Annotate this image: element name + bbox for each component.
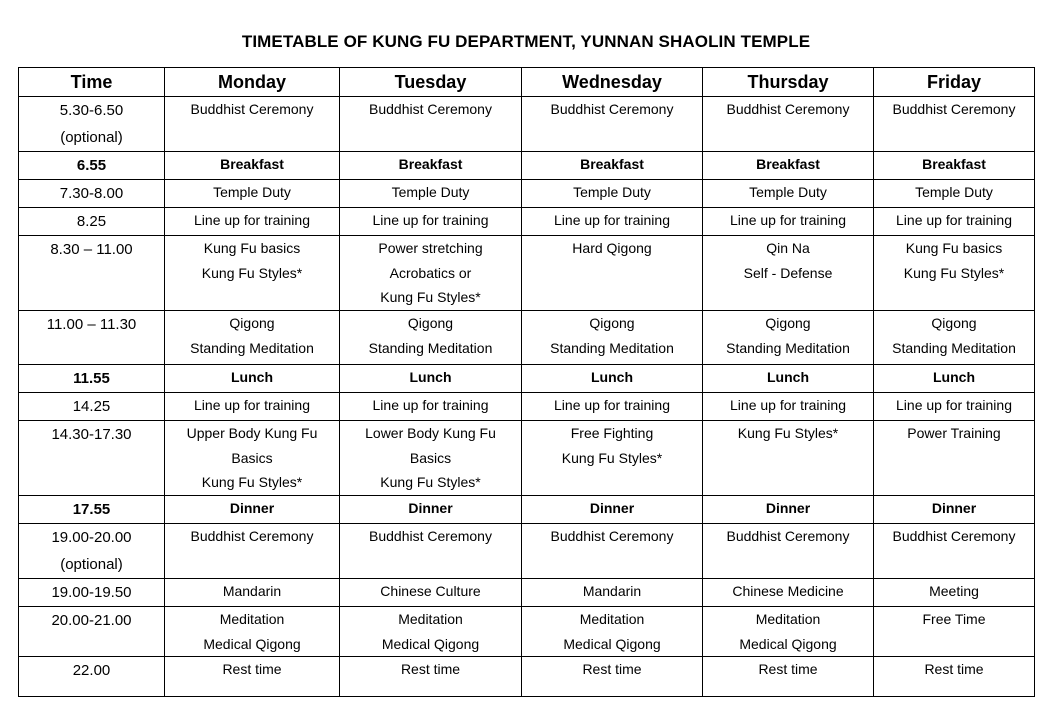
activity-cell <box>522 365 703 393</box>
table-row <box>19 180 1035 208</box>
activity-cell <box>522 97 703 152</box>
activity-cell <box>874 393 1035 421</box>
activity-text: Temple Duty <box>573 184 651 200</box>
activity-text: Breakfast <box>580 156 644 172</box>
activity-cell <box>703 579 874 607</box>
activity-text: Line up for training <box>554 397 670 413</box>
activity-cell <box>340 496 522 524</box>
activity-text: Rest time <box>924 661 984 677</box>
activity-cell <box>340 657 522 697</box>
activity-cell <box>165 365 340 393</box>
activity-cell <box>340 524 522 579</box>
activity-text: Buddhist Ceremony <box>550 101 674 117</box>
activity-cell <box>165 152 340 180</box>
activity-text: Power stretching <box>378 240 483 256</box>
time-cell <box>19 208 165 236</box>
activity-cell <box>340 393 522 421</box>
activity-text: Buddhist Ceremony <box>190 528 314 544</box>
activity-cell <box>522 421 703 496</box>
activity-cell <box>165 524 340 579</box>
activity-text: Kung Fu Styles* <box>380 474 481 490</box>
table-row <box>19 152 1035 180</box>
activity-text: Rest time <box>758 661 818 677</box>
activity-cell <box>522 607 703 657</box>
table-row <box>19 97 1035 152</box>
time-text: 8.25 <box>76 213 107 230</box>
table-row <box>19 393 1035 421</box>
time-cell <box>19 152 165 180</box>
activity-cell <box>874 311 1035 365</box>
activity-cell <box>165 180 340 208</box>
activity-cell <box>522 579 703 607</box>
activity-cell <box>874 365 1035 393</box>
activity-text: Upper Body Kung Fu <box>186 425 318 441</box>
time-cell <box>19 524 165 579</box>
activity-text: Medical Qigong <box>739 635 837 652</box>
activity-cell <box>165 236 340 311</box>
activity-text: Rest time <box>400 661 461 677</box>
activity-cell <box>874 97 1035 152</box>
table-row <box>19 365 1035 393</box>
time-cell <box>19 97 165 152</box>
time-text: (optional) <box>60 129 123 146</box>
activity-text: Breakfast <box>220 156 284 172</box>
time-text: 17.55 <box>72 501 111 518</box>
activity-text: Temple Duty <box>391 184 470 200</box>
time-cell <box>19 393 165 421</box>
activity-cell <box>340 579 522 607</box>
activity-text: Buddhist Ceremony <box>726 101 850 117</box>
activity-cell <box>522 524 703 579</box>
activity-text: Power Training <box>907 425 1001 441</box>
activity-text: Lunch <box>591 369 633 385</box>
time-text: 22.00 <box>72 662 111 679</box>
activity-text: Buddhist Ceremony <box>892 101 1016 117</box>
activity-text: Medical Qigong <box>203 635 301 652</box>
activity-text: Buddhist Ceremony <box>369 101 492 117</box>
activity-cell <box>340 97 522 152</box>
activity-text: Rest time <box>222 661 282 677</box>
activity-cell <box>340 208 522 236</box>
activity-text: Lunch <box>409 369 452 385</box>
activity-text: Buddhist Ceremony <box>369 528 492 544</box>
activity-text: Chinese Medicine <box>732 583 844 599</box>
activity-text: Buddhist Ceremony <box>726 528 850 544</box>
activity-text: Buddhist Ceremony <box>550 528 674 544</box>
activity-cell <box>703 607 874 657</box>
time-text: 8.30 – 11.00 <box>50 241 133 258</box>
activity-text: Lower Body Kung Fu <box>365 425 496 441</box>
activity-text: Temple Duty <box>213 184 291 200</box>
activity-text: Self - Defense <box>743 264 833 281</box>
activity-cell <box>165 657 340 697</box>
activity-text: Line up for training <box>194 212 310 228</box>
activity-cell <box>703 365 874 393</box>
activity-cell <box>703 393 874 421</box>
table-row <box>19 421 1035 496</box>
time-cell <box>19 657 165 697</box>
table-row <box>19 579 1035 607</box>
time-text: 19.00-19.50 <box>51 584 132 601</box>
activity-cell <box>703 524 874 579</box>
time-cell <box>19 421 165 496</box>
activity-text: Line up for training <box>554 212 670 228</box>
activity-text: Dinner <box>229 500 275 516</box>
table-row <box>19 607 1035 657</box>
time-text: 14.30-17.30 <box>51 426 132 443</box>
activity-cell <box>522 208 703 236</box>
activity-text: Line up for training <box>372 397 489 413</box>
activity-cell <box>165 311 340 365</box>
activity-text: Breakfast <box>922 156 986 172</box>
activity-text: Line up for training <box>896 397 1012 413</box>
activity-cell <box>522 657 703 697</box>
activity-cell <box>703 208 874 236</box>
activity-cell <box>522 180 703 208</box>
activity-cell <box>874 657 1035 697</box>
column-header-friday: Friday <box>874 68 1035 97</box>
activity-cell <box>874 607 1035 657</box>
activity-text: Lunch <box>933 369 975 385</box>
table-row <box>19 496 1035 524</box>
time-text: 19.00-20.00 <box>51 529 132 546</box>
activity-text: Kung Fu basics <box>203 240 301 256</box>
activity-text: Qigong <box>229 315 275 331</box>
activity-cell <box>874 152 1035 180</box>
activity-text: Kung Fu Styles* <box>380 289 481 305</box>
time-text: 6.55 <box>76 157 107 174</box>
activity-text: Basics <box>231 449 273 466</box>
activity-text: Basics <box>409 449 452 466</box>
activity-text: Mandarin <box>222 583 282 599</box>
time-text: 11.55 <box>73 370 110 387</box>
activity-cell <box>165 607 340 657</box>
table-row <box>19 311 1035 365</box>
table-row <box>19 236 1035 311</box>
activity-text: Standing Meditation <box>190 339 314 356</box>
time-cell <box>19 180 165 208</box>
activity-text: Kung Fu Styles* <box>201 264 303 281</box>
time-text: (optional) <box>60 556 123 573</box>
activity-cell <box>340 421 522 496</box>
activity-cell <box>340 152 522 180</box>
activity-cell <box>165 208 340 236</box>
activity-cell <box>703 421 874 496</box>
activity-text: Lunch <box>231 369 273 385</box>
activity-cell <box>874 579 1035 607</box>
activity-text: Dinner <box>931 500 977 516</box>
activity-cell <box>703 152 874 180</box>
activity-text: Temple Duty <box>749 184 827 200</box>
activity-text: Kung Fu Styles* <box>903 264 1005 281</box>
activity-cell <box>703 657 874 697</box>
time-text: 5.30-6.50 <box>59 102 124 119</box>
activity-text: Medical Qigong <box>381 635 480 652</box>
page-title: TIMETABLE OF KUNG FU DEPARTMENT, YUNNAN SHAOLIN TEMPLE <box>241 32 811 51</box>
activity-text: Buddhist Ceremony <box>190 101 314 117</box>
table-row <box>19 657 1035 697</box>
column-header-tuesday: Tuesday <box>340 68 522 97</box>
table-row <box>19 524 1035 579</box>
activity-text: Line up for training <box>896 212 1012 228</box>
timetable-body <box>19 97 1035 697</box>
time-cell <box>19 365 165 393</box>
activity-text: Dinner <box>589 500 635 516</box>
table-row <box>19 208 1035 236</box>
column-header-time: Time <box>19 68 165 97</box>
activity-cell <box>522 393 703 421</box>
activity-text: Dinner <box>408 500 453 516</box>
activity-cell <box>165 496 340 524</box>
activity-cell <box>874 421 1035 496</box>
activity-cell <box>340 180 522 208</box>
activity-text: Qigong <box>765 315 811 331</box>
activity-text: Temple Duty <box>915 184 993 200</box>
activity-cell <box>165 97 340 152</box>
activity-cell <box>340 365 522 393</box>
activity-text: Line up for training <box>730 212 846 228</box>
activity-cell <box>874 208 1035 236</box>
activity-text: Mandarin <box>582 583 642 599</box>
activity-text: Line up for training <box>372 212 489 228</box>
activity-cell <box>703 496 874 524</box>
activity-text: Lunch <box>767 369 809 385</box>
activity-text: Standing Meditation <box>368 339 493 356</box>
activity-cell <box>874 524 1035 579</box>
time-cell <box>19 311 165 365</box>
activity-text: Free Time <box>922 611 986 627</box>
activity-cell <box>522 496 703 524</box>
time-text: 14.25 <box>72 398 111 415</box>
activity-text: Kung Fu Styles* <box>201 474 303 490</box>
activity-text: Meeting <box>929 583 979 599</box>
timetable <box>18 67 1035 697</box>
column-header-monday: Monday <box>165 68 340 97</box>
column-header-thursday: Thursday <box>703 68 874 97</box>
activity-text: Meditation <box>219 611 285 627</box>
header-row <box>19 68 1035 97</box>
activity-text: Chinese Culture <box>380 583 481 599</box>
time-cell <box>19 607 165 657</box>
activity-text: Standing Meditation <box>892 339 1016 356</box>
activity-cell <box>522 311 703 365</box>
activity-cell <box>703 236 874 311</box>
activity-text: Medical Qigong <box>563 635 661 652</box>
activity-text: Hard Qigong <box>572 240 652 256</box>
activity-text: Meditation <box>579 611 645 627</box>
activity-text: Line up for training <box>730 397 846 413</box>
time-cell <box>19 496 165 524</box>
time-cell <box>19 579 165 607</box>
activity-cell <box>165 393 340 421</box>
activity-cell <box>522 152 703 180</box>
activity-text: Rest time <box>582 661 642 677</box>
activity-cell <box>522 236 703 311</box>
activity-text: Line up for training <box>194 397 310 413</box>
activity-text: Qigong <box>407 315 454 331</box>
activity-cell <box>340 311 522 365</box>
activity-cell <box>703 180 874 208</box>
activity-text: Buddhist Ceremony <box>892 528 1016 544</box>
activity-cell <box>340 607 522 657</box>
time-text: 20.00-21.00 <box>51 612 132 629</box>
activity-cell <box>874 496 1035 524</box>
activity-cell <box>165 579 340 607</box>
activity-text: Acrobatics or <box>389 264 472 281</box>
activity-text: Standing Meditation <box>726 339 850 356</box>
activity-text: Kung Fu basics <box>905 240 1003 256</box>
activity-text: Breakfast <box>398 156 463 172</box>
time-text: 7.30-8.00 <box>59 185 124 202</box>
column-header-wednesday: Wednesday <box>522 68 703 97</box>
activity-text: Qigong <box>931 315 977 331</box>
activity-text: Dinner <box>765 500 811 516</box>
activity-text: Meditation <box>755 611 821 627</box>
activity-text: Breakfast <box>756 156 820 172</box>
activity-cell <box>340 236 522 311</box>
activity-text: Kung Fu Styles* <box>561 449 663 466</box>
activity-text: Qigong <box>589 315 635 331</box>
activity-cell <box>165 421 340 496</box>
time-cell <box>19 236 165 311</box>
activity-cell <box>874 180 1035 208</box>
activity-text: Standing Meditation <box>550 339 674 356</box>
activity-text: Free Fighting <box>570 425 654 441</box>
activity-cell <box>703 97 874 152</box>
activity-text: Meditation <box>398 611 463 627</box>
activity-text: Qin Na <box>766 240 810 256</box>
activity-cell <box>703 311 874 365</box>
time-text: 11.00 – 11.30 <box>46 316 137 333</box>
activity-cell <box>874 236 1035 311</box>
activity-text: Kung Fu Styles* <box>737 425 839 441</box>
